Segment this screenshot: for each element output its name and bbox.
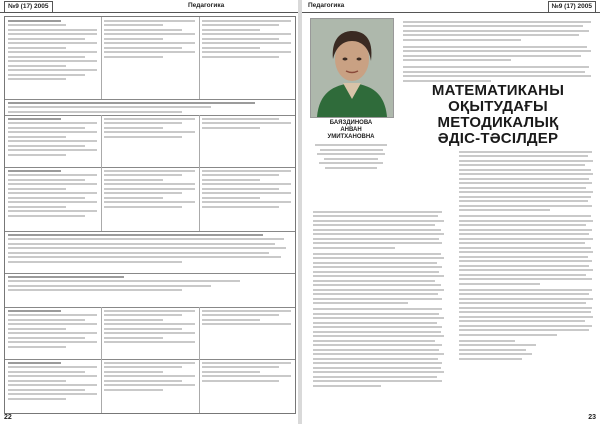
table-row xyxy=(5,359,295,413)
left-page-header xyxy=(0,0,298,13)
article-title xyxy=(398,83,598,147)
table-cell xyxy=(199,115,295,167)
table-cell xyxy=(5,17,102,99)
table-cell xyxy=(199,17,295,99)
table-cell xyxy=(199,359,295,413)
table-row xyxy=(5,115,295,168)
table-cell xyxy=(199,307,295,359)
lesson-plan-table xyxy=(4,16,296,414)
left-page xyxy=(0,0,298,424)
article-body-column-2 xyxy=(456,148,596,360)
table-row xyxy=(5,167,295,232)
article-abstract xyxy=(400,18,596,82)
author-caption xyxy=(306,120,396,169)
table-row xyxy=(5,17,295,100)
table-cell xyxy=(5,359,102,413)
author-portrait xyxy=(310,18,394,118)
portrait-photo xyxy=(311,19,393,117)
right-page xyxy=(302,0,600,424)
right-issue-label: №9 (17) 2005 xyxy=(548,1,597,13)
author-surname: БАЯЗДИНОВА xyxy=(329,120,373,126)
right-page-number: 23 xyxy=(588,414,596,421)
table-cell xyxy=(101,115,200,167)
author-first-name: АНВАН xyxy=(340,127,362,133)
article-title-line-2: ОҚЫТУДАҒЫ МЕТОДИКАЛЫҚ xyxy=(437,98,559,131)
table-cell xyxy=(101,167,200,231)
table-cell xyxy=(5,115,102,167)
table-row xyxy=(5,307,295,360)
table-row xyxy=(5,273,295,308)
table-cell xyxy=(199,167,295,231)
right-section-label: Педагогика xyxy=(308,2,345,9)
article-title-line-3: ӘДІС-ТӘСІЛДЕР xyxy=(437,130,559,147)
table-row xyxy=(5,99,295,116)
table-cell xyxy=(101,307,200,359)
right-page-header xyxy=(302,0,600,13)
left-section-label: Педагогика xyxy=(188,2,225,9)
author-patronymic: УМИТХАНОВНА xyxy=(327,134,375,140)
table-cell xyxy=(5,307,102,359)
left-page-number: 22 xyxy=(4,414,12,421)
table-cell xyxy=(101,17,200,99)
article-title-line-1: МАТЕМАТИКАНЫ xyxy=(431,82,565,99)
table-cell xyxy=(5,167,102,231)
table-cell xyxy=(101,359,200,413)
table-row xyxy=(5,231,295,274)
left-issue-label: №9 (17) 2005 xyxy=(4,1,53,13)
article-body-column-1 xyxy=(310,208,446,387)
